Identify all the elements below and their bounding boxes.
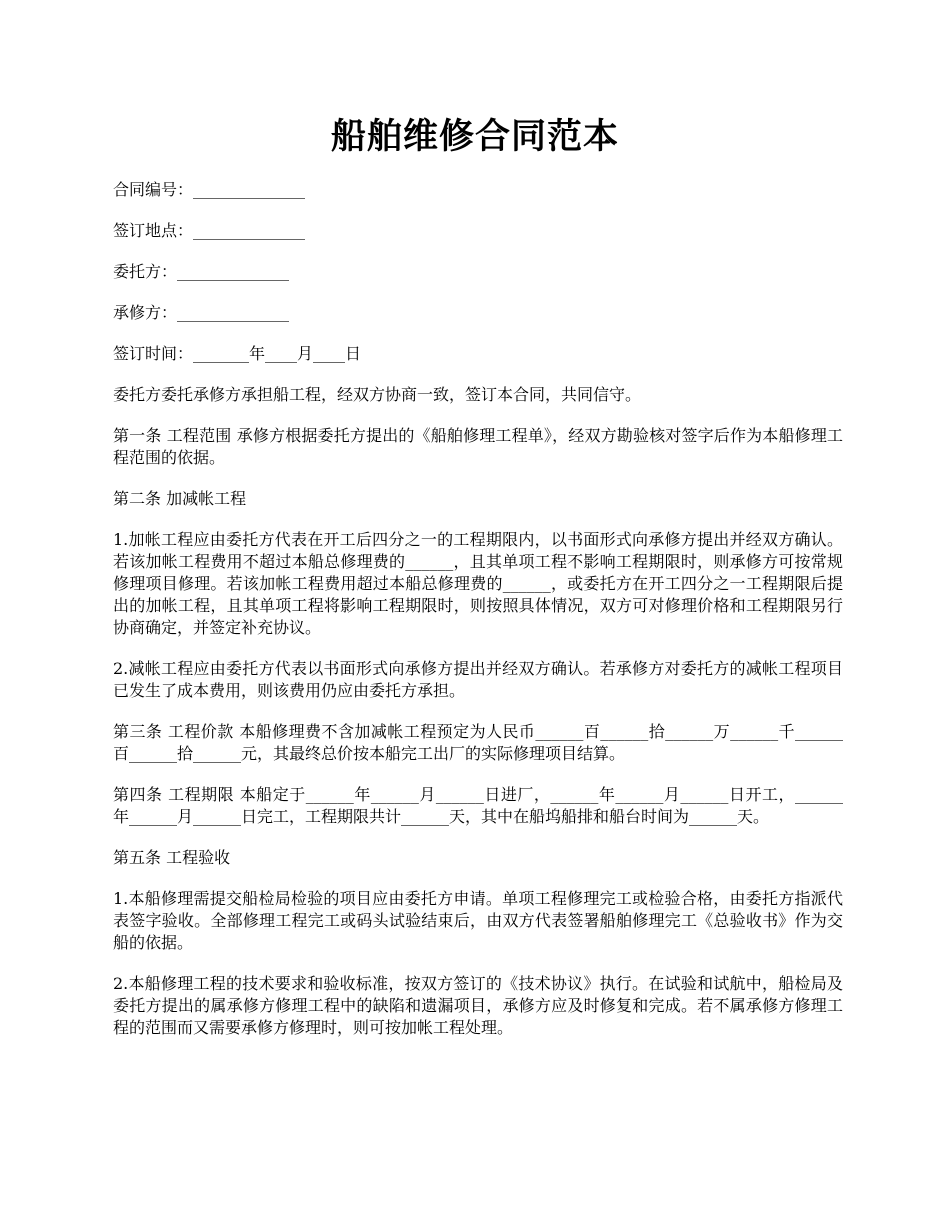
- signing-place-field: 签订地点：______________: [113, 221, 306, 240]
- article-5-heading: 第五条 工程验收: [113, 848, 231, 867]
- article-3: 第三条 工程价款 本船修理费不含加减帐工程预定为人民币______百______拾______万______千______百______拾______元，其最终总价按本船完工出厂的实际修理项目结算。: [113, 722, 843, 763]
- document-title: 船舶维修合同范本: [330, 116, 619, 157]
- contract-number-field: 合同编号：______________: [113, 180, 306, 199]
- contractor-field: 承修方：______________: [113, 303, 290, 322]
- document-body: [113, 179, 843, 1058]
- article-5-item-1: 1.本船修理需提交船检局检验的项目应由委托方申请。单项工程修理完工或检验合格，由委托方指派代表签字验收。全部修理工程完工或码头试验结束后，由双方代表签署船舶修理完工《总验收书》作为交船的依据。: [113, 889, 843, 952]
- client-field: 委托方：______________: [113, 262, 290, 281]
- article-1: 第一条 工程范围 承修方根据委托方提出的《船舶修理工程单》，经双方勘验核对签字后作为本船修理工程范围的依据。: [113, 426, 843, 467]
- article-4: 第四条 工程期限 本船定于______年______月______日进厂，______年______月______日开工，______年______月______日完工，工程期限共计______天，其中在船坞船排和船台时间为______天。: [113, 785, 843, 826]
- article-5-item-2: 2.本船修理工程的技术要求和验收标准，按双方签订的《技术协议》执行。在试验和试航中，船检局及委托方提出的属承修方修理工程中的缺陷和遗漏项目，承修方应及时修复和完成。若不属承修方修理工程的范围而又需要承修方修理时，则可按加帐工程处理。: [113, 974, 843, 1037]
- article-2-item-1: 1.加帐工程应由委托方代表在开工后四分之一的工程期限内，以书面形式向承修方提出并经双方确认。若该加帐工程费用不超过本船总修理费的______，且其单项工程不影响工程期限时，则承修方可按常规修理项目修理。若该加帐工程费用超过本船总修理费的______，或委托方在开工四分之一工程期限后提出的加帐工程，且其单项工程将影响工程期限时，则按照具体情况，双方可对修理价格和工程期限另行协商确定，并签定补充协议。: [113, 530, 843, 637]
- article-2-item-2: 2.减帐工程应由委托方代表以书面形式向承修方提出并经双方确认。若承修方对委托方的减帐工程项目已发生了成本费用，则该费用仍应由委托方承担。: [113, 659, 843, 700]
- article-2-heading: 第二条 加减帐工程: [113, 489, 247, 508]
- intro-paragraph: 委托方委托承修方承担船工程，经双方协商一致，签订本合同，共同信守。: [113, 385, 642, 404]
- signing-date-field: 签订时间：_______年____月____日: [113, 344, 362, 363]
